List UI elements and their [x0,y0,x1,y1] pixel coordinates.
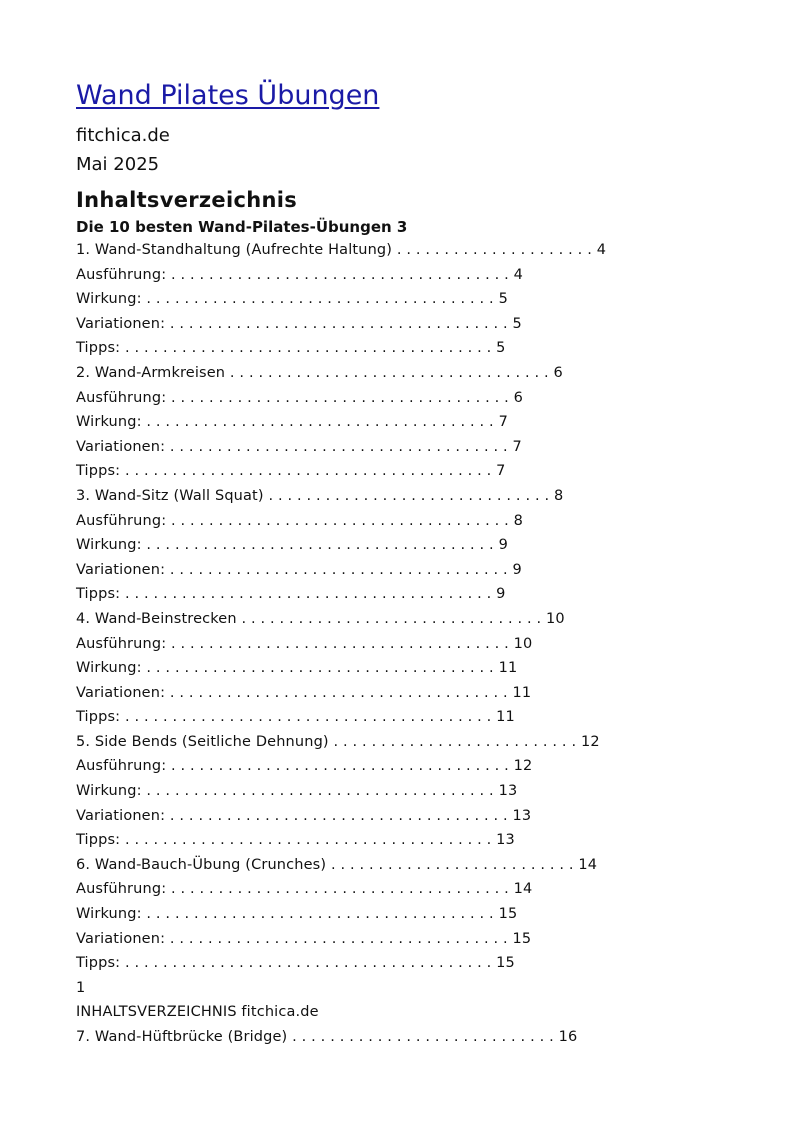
toc-entry[interactable]: Wirkung: . . . . . . . . . . . . . . . . . . . . . . . . . . . . . . . . . . . . . 13 [76,783,518,800]
toc-entry[interactable]: Ausführung: . . . . . . . . . . . . . . . . . . . . . . . . . . . . . . . . . . . . 12 [76,758,533,775]
toc-entry[interactable]: 5. Side Bends (Seitliche Dehnung) . . . . . . . . . . . . . . . . . . . . . . . . . . 12 [76,733,600,750]
running-header: INHALTSVERZEICHNIS fitchica.de [76,1004,319,1021]
toc-entry[interactable]: Tipps: . . . . . . . . . . . . . . . . . . . . . . . . . . . . . . . . . . . . . . . 5 [76,340,506,357]
toc-entry[interactable]: Ausführung: . . . . . . . . . . . . . . . . . . . . . . . . . . . . . . . . . . . . 4 [76,266,524,283]
toc-entry[interactable]: Ausführung: . . . . . . . . . . . . . . . . . . . . . . . . . . . . . . . . . . . . 14 [76,881,533,898]
page-number: 1 [76,979,86,996]
toc-entry[interactable]: Ausführung: . . . . . . . . . . . . . . . . . . . . . . . . . . . . . . . . . . . . 10 [76,635,533,652]
document-date: Mai 2025 [76,154,160,175]
toc-entry[interactable]: Variationen: . . . . . . . . . . . . . . . . . . . . . . . . . . . . . . . . . . . . 11 [76,684,532,701]
toc-entry[interactable]: Variationen: . . . . . . . . . . . . . . . . . . . . . . . . . . . . . . . . . . . . 13 [76,807,532,824]
toc-entry[interactable]: 3. Wand-Sitz (Wall Squat) . . . . . . . . . . . . . . . . . . . . . . . . . . . . . . 8 [76,487,564,504]
toc-list-continued [76,1025,766,1050]
toc-entry[interactable]: Variationen: . . . . . . . . . . . . . . . . . . . . . . . . . . . . . . . . . . . . 7 [76,438,522,455]
toc-entry[interactable]: 2. Wand-Armkreisen . . . . . . . . . . . . . . . . . . . . . . . . . . . . . . . . . . 6 [76,364,563,381]
toc-entry[interactable]: 7. Wand-Hüftbrücke (Bridge) . . . . . . . . . . . . . . . . . . . . . . . . . . . . 16 [76,1029,578,1045]
toc-entry[interactable]: Variationen: . . . . . . . . . . . . . . . . . . . . . . . . . . . . . . . . . . . . 15 [76,930,532,947]
site-name: fitchica.de [76,125,170,146]
toc-entry[interactable]: Variationen: . . . . . . . . . . . . . . . . . . . . . . . . . . . . . . . . . . . . 9 [76,561,522,578]
toc-entry[interactable]: Tipps: . . . . . . . . . . . . . . . . . . . . . . . . . . . . . . . . . . . . . . . 13 [76,832,515,849]
toc-entry[interactable]: Wirkung: . . . . . . . . . . . . . . . . . . . . . . . . . . . . . . . . . . . . . 5 [76,291,508,308]
toc-entry[interactable]: Variationen: . . . . . . . . . . . . . . . . . . . . . . . . . . . . . . . . . . . . 5 [76,315,522,332]
toc-entry[interactable]: 6. Wand-Bauch-Übung (Crunches) . . . . . . . . . . . . . . . . . . . . . . . . . . 14 [76,856,598,873]
toc-entry[interactable]: 4. Wand-Beinstrecken . . . . . . . . . . . . . . . . . . . . . . . . . . . . . . . . 10 [76,610,565,627]
toc-entry[interactable]: Tipps: . . . . . . . . . . . . . . . . . . . . . . . . . . . . . . . . . . . . . . . 7 [76,463,506,480]
toc-entry[interactable]: Wirkung: . . . . . . . . . . . . . . . . . . . . . . . . . . . . . . . . . . . . . 15 [76,906,518,923]
toc-entry[interactable]: Wirkung: . . . . . . . . . . . . . . . . . . . . . . . . . . . . . . . . . . . . . 11 [76,660,518,677]
toc-entry[interactable]: Ausführung: . . . . . . . . . . . . . . . . . . . . . . . . . . . . . . . . . . . . 8 [76,512,524,529]
toc-entry[interactable]: Ausführung: . . . . . . . . . . . . . . . . . . . . . . . . . . . . . . . . . . . . 6 [76,389,524,406]
document-page [76,78,766,1050]
toc-entry[interactable]: Tipps: . . . . . . . . . . . . . . . . . . . . . . . . . . . . . . . . . . . . . . . 15 [76,955,515,972]
toc-entry[interactable]: 1. Wand-Standhaltung (Aufrechte Haltung) . . . . . . . . . . . . . . . . . . . . . 4 [76,242,607,258]
toc-subheading: Die 10 besten Wand-Pilates-Übungen 3 [76,218,408,236]
document-title-link[interactable]: Wand Pilates Übungen [76,80,380,111]
toc-heading: Inhaltsverzeichnis [76,188,298,212]
toc-list [76,238,766,976]
toc-entry[interactable]: Wirkung: . . . . . . . . . . . . . . . . . . . . . . . . . . . . . . . . . . . . . 9 [76,537,508,554]
toc-entry[interactable]: Wirkung: . . . . . . . . . . . . . . . . . . . . . . . . . . . . . . . . . . . . . 7 [76,414,508,431]
toc-entry[interactable]: Tipps: . . . . . . . . . . . . . . . . . . . . . . . . . . . . . . . . . . . . . . . 9 [76,586,506,603]
toc-entry[interactable]: Tipps: . . . . . . . . . . . . . . . . . . . . . . . . . . . . . . . . . . . . . . . 11 [76,709,515,726]
